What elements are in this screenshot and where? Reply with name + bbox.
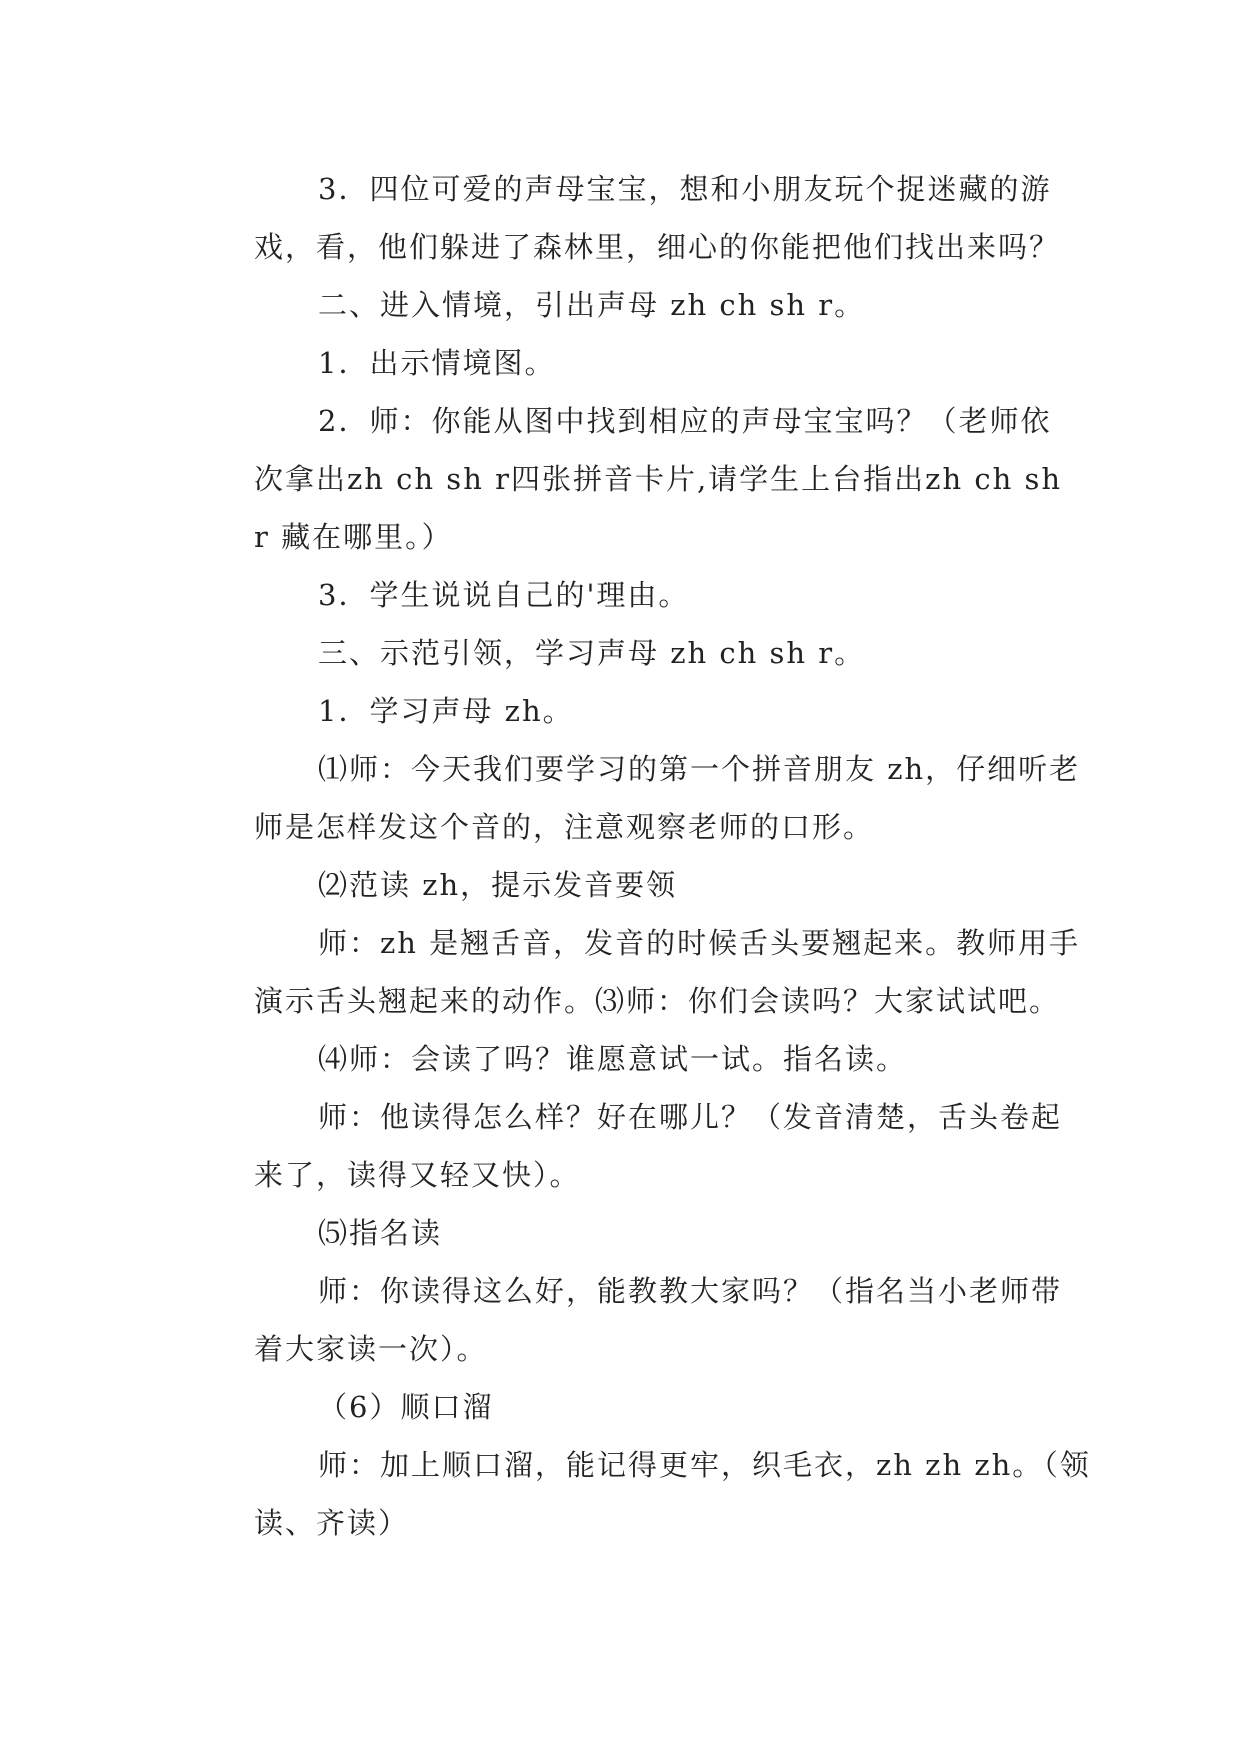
text-line: ⑷师：会读了吗？谁愿意试一试。指名读。 [318,1042,908,1076]
text-line: 师：zh 是翘舌音，发音的时候舌头要翘起来。教师用手 [318,926,1081,960]
text-line: （6）顺口溜 [318,1390,494,1424]
text-line: 2．师：你能从图中找到相应的声母宝宝吗？（老师依 [318,404,1052,438]
text-line: 戏，看，他们躲进了森林里，细心的你能把他们找出来吗？ [254,230,1061,264]
text-line: 1．出示情境图。 [318,346,556,380]
text-line: 读、齐读） [254,1506,410,1540]
text-line: 师：加上顺口溜，能记得更牢，织毛衣，zh zh zh。（领 [318,1448,1091,1482]
text-line: 次拿出zh ch sh r四张拼音卡片,请学生上台指出zh ch sh [254,462,1063,496]
text-line: 师是怎样发这个音的，注意观察老师的口形。 [254,810,875,844]
text-line: r 藏在哪里。） [254,520,453,554]
text-line: 着大家读一次）。 [254,1332,488,1366]
text-line: 演示舌头翘起来的动作。⑶师：你们会读吗？大家试试吧。 [254,984,1061,1018]
section-heading: 二、进入情境，引出声母 zh ch sh r。 [318,288,866,322]
section-heading: 三、示范引领，学习声母 zh ch sh r。 [318,636,866,670]
text-line: 师：他读得怎么样？好在哪儿？（发音清楚，舌头卷起 [318,1100,1063,1134]
text-line: 3．四位可爱的声母宝宝，想和小朋友玩个捉迷藏的游 [318,172,1052,206]
text-line: ⑵范读 zh，提示发音要领 [318,868,678,902]
text-line: ⑴师：今天我们要学习的第一个拼音朋友 zh，仔细听老 [318,752,1081,786]
document-body [190,160,1091,1552]
document-page [190,160,1091,1552]
text-line: 1．学习声母 zh。 [318,694,574,728]
text-line: 师：你读得这么好，能教教大家吗？（指名当小老师带 [318,1274,1063,1308]
text-line: 3．学生说说自己的'理由。 [318,578,690,612]
text-line: ⑸指名读 [318,1216,443,1250]
text-line: 来了，读得又轻又快）。 [254,1158,581,1192]
